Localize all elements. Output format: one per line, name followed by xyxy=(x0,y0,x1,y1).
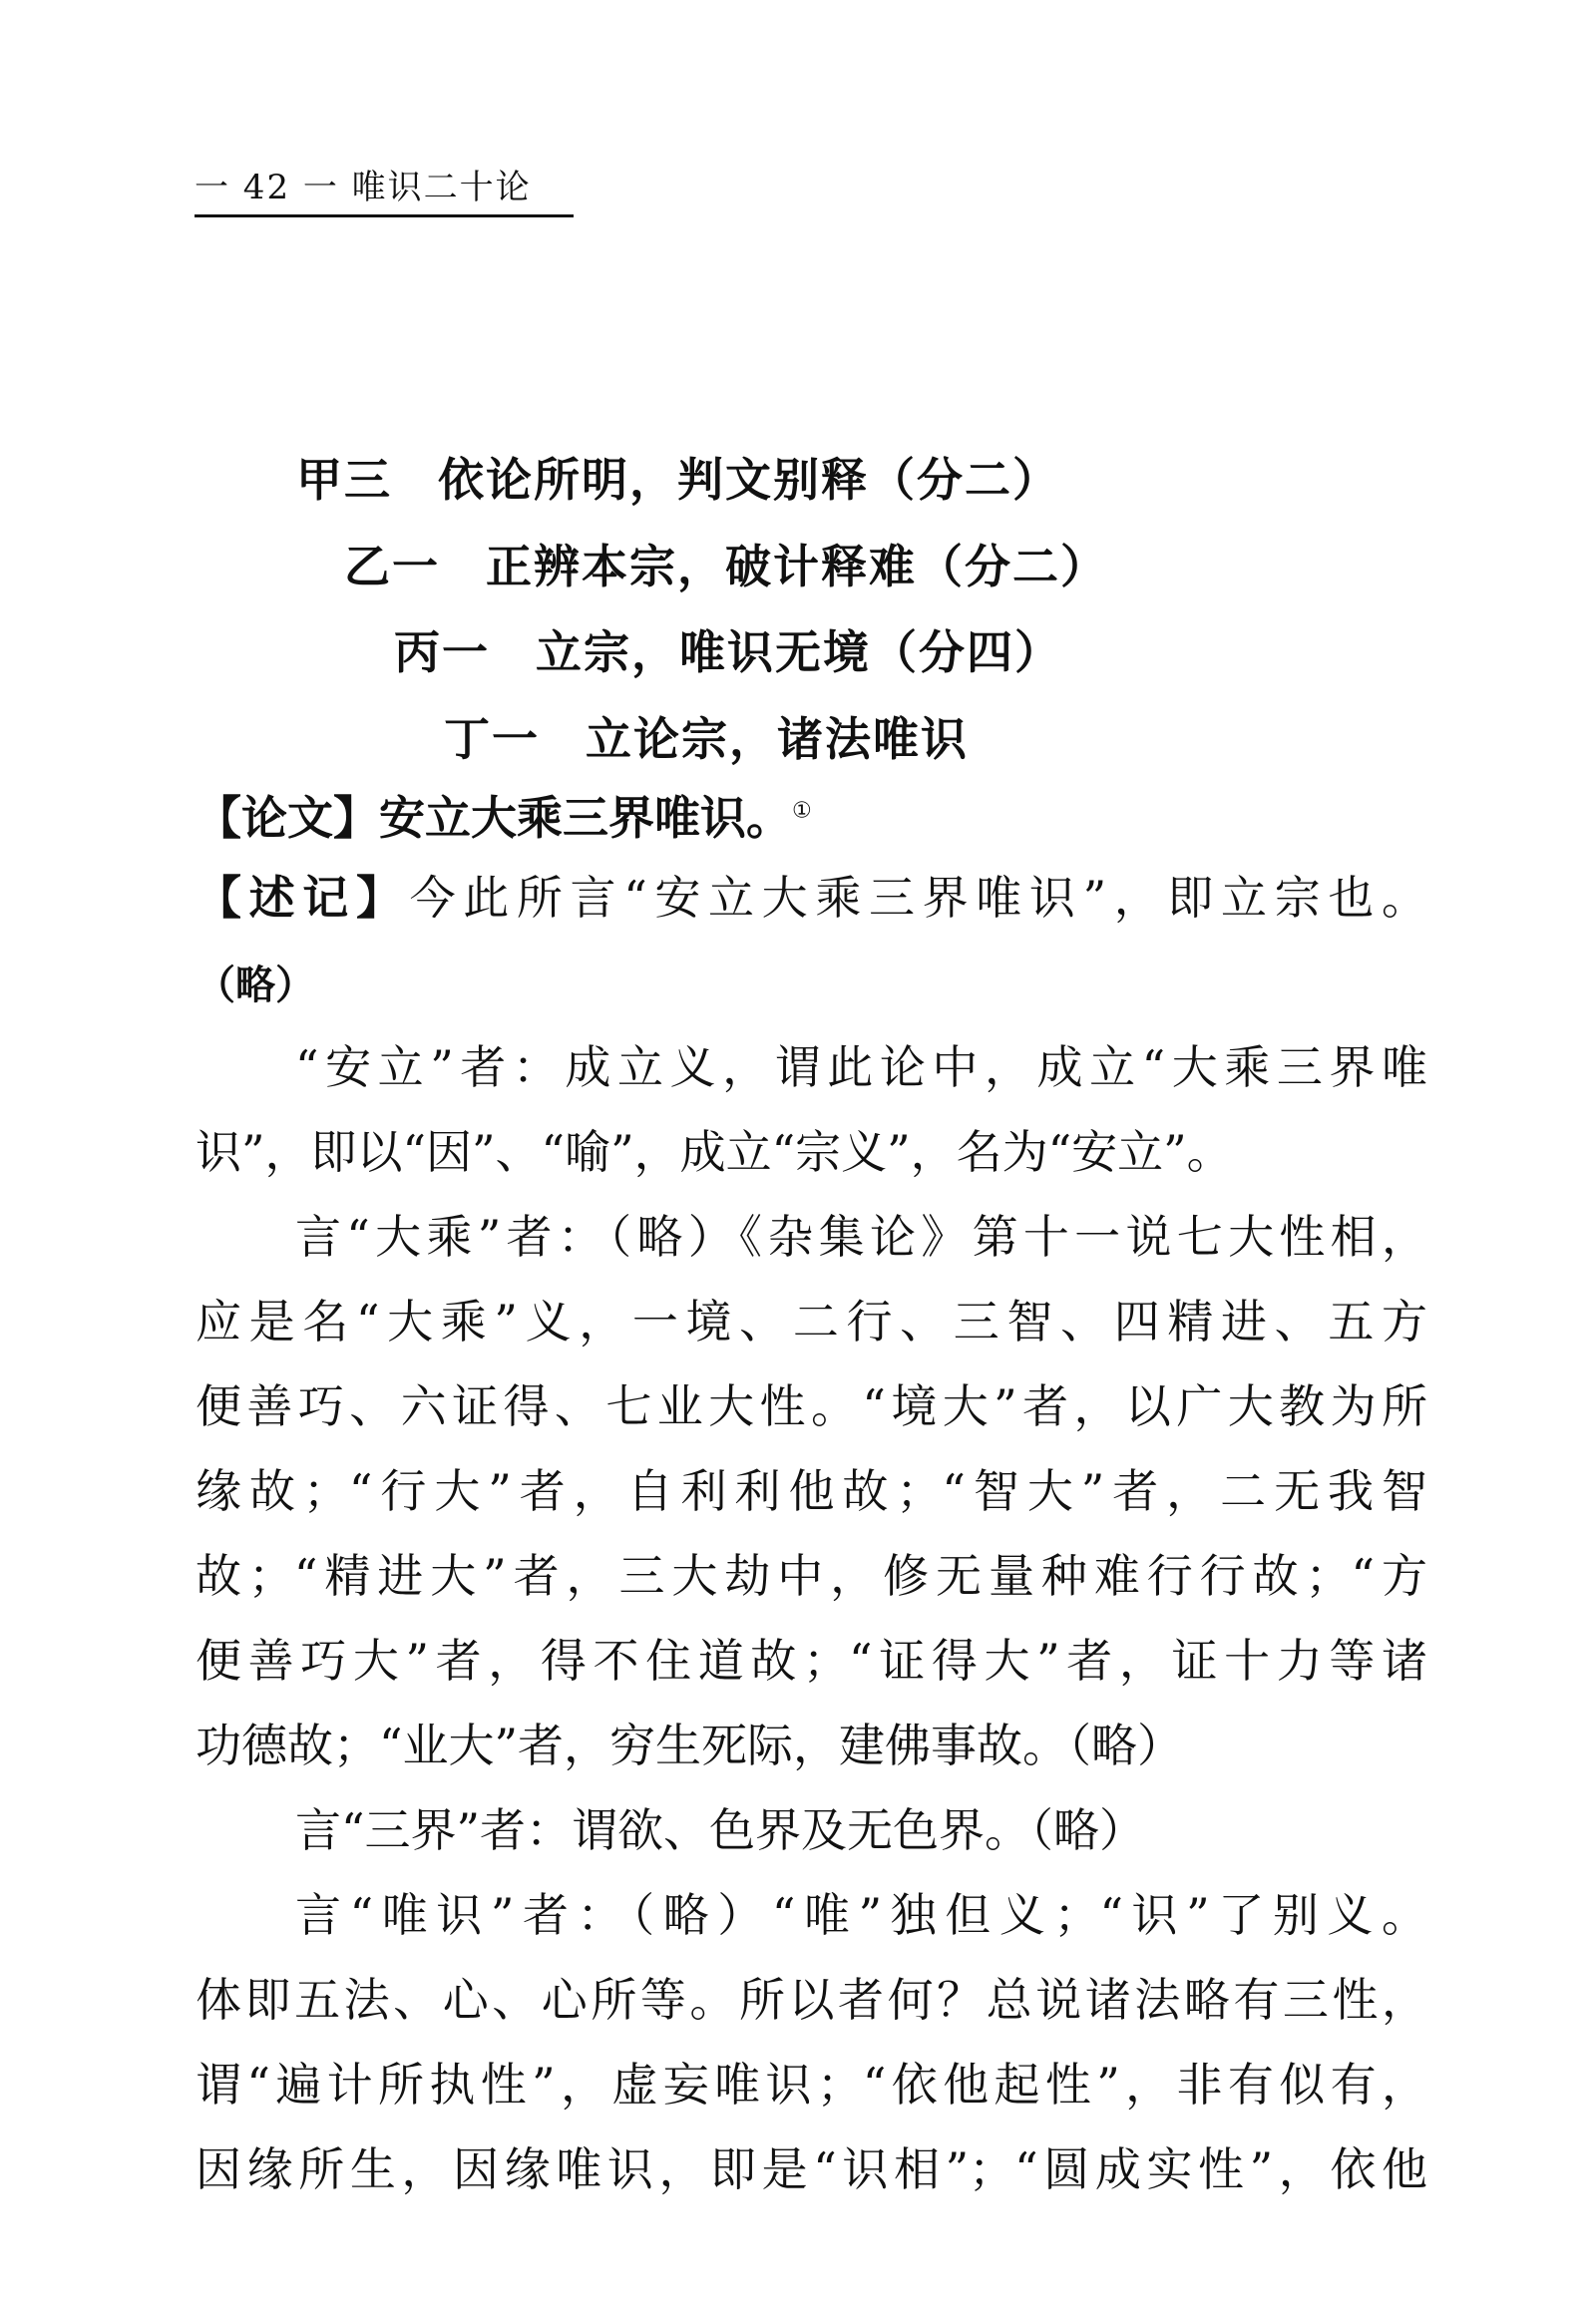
body-line: “安立”者：成立义，谓此论中，成立“大乘三界唯 xyxy=(295,1040,1427,1094)
body-line: 体即五法、心、心所等。所以者何？总说诸法略有三性， xyxy=(196,1973,1427,2027)
body-line: 功德故；“业大”者，穷生死际，建佛事故。（略） xyxy=(196,1719,1184,1772)
body-line: 便善巧、六证得、七业大性。“境大”者，以广大教为所 xyxy=(196,1379,1427,1433)
heading-level-3 xyxy=(394,616,1062,682)
body-line: 因缘所生，因缘唯识，即是“识相”；“圆成实性”，依他 xyxy=(196,2142,1427,2196)
body-line: 识”，即以“因”、“喻”，成立“宗义”，名为“安立”。 xyxy=(196,1125,1233,1179)
lunwen-text: 安立大乘三界唯识。 xyxy=(379,791,792,845)
shuji-lue xyxy=(196,953,1427,1015)
lunwen-tag: 【论文】 xyxy=(196,791,379,845)
body-line: 缘故；“行大”者，自利利他故；“智大”者，二无我智 xyxy=(196,1464,1427,1518)
heading-level-2 xyxy=(344,531,1108,596)
body-line: 谓“遍计所执性”，虚妄唯识；“依他起性”，非有似有， xyxy=(196,2058,1427,2112)
shuji-paragraph xyxy=(196,868,1427,928)
body-line: 便善巧大”者，得不住道故；“证得大”者，证十力等诸 xyxy=(196,1634,1427,1688)
shuji-tag: 【述记】 xyxy=(196,871,410,925)
body-line: 故；“精进大”者，三大劫中，修无量种难行行故；“方 xyxy=(196,1549,1427,1603)
heading-title: 立论宗，诸法唯识 xyxy=(586,712,969,766)
footnote-mark: ① xyxy=(792,798,812,824)
heading-label: 丙一 xyxy=(394,625,490,679)
heading-label: 甲三 xyxy=(296,453,392,507)
body-line: 应是名“大乘”义，一境、二行、三智、四精进、五方 xyxy=(196,1295,1427,1349)
heading-level-4 xyxy=(444,703,969,769)
lue-note: （略） xyxy=(196,963,315,1008)
heading-label: 乙一 xyxy=(344,540,440,593)
heading-label: 丁一 xyxy=(444,712,540,766)
heading-level-1 xyxy=(296,444,1060,510)
lunwen-paragraph xyxy=(196,788,1427,848)
body-line: 言“三界”者：谓欲、色界及无色界。（略） xyxy=(295,1803,1146,1857)
heading-title: 正辨本宗，破计释难（分二） xyxy=(486,540,1108,593)
heading-title: 依论所明，判文别释（分二） xyxy=(438,453,1060,507)
shuji-text: 今此所言“安立大乘三界唯识”，即立宗也。 xyxy=(409,871,1427,925)
body-line: 言“大乘”者：（略）《杂集论》第十一说七大性相， xyxy=(295,1210,1427,1264)
heading-title: 立宗，唯识无境（分四） xyxy=(536,625,1062,679)
body-line: 言“唯识”者：（略）“唯”独但义；“识”了别义。 xyxy=(295,1888,1427,1942)
running-head: 一 42 一 唯识二十论 xyxy=(195,160,574,217)
